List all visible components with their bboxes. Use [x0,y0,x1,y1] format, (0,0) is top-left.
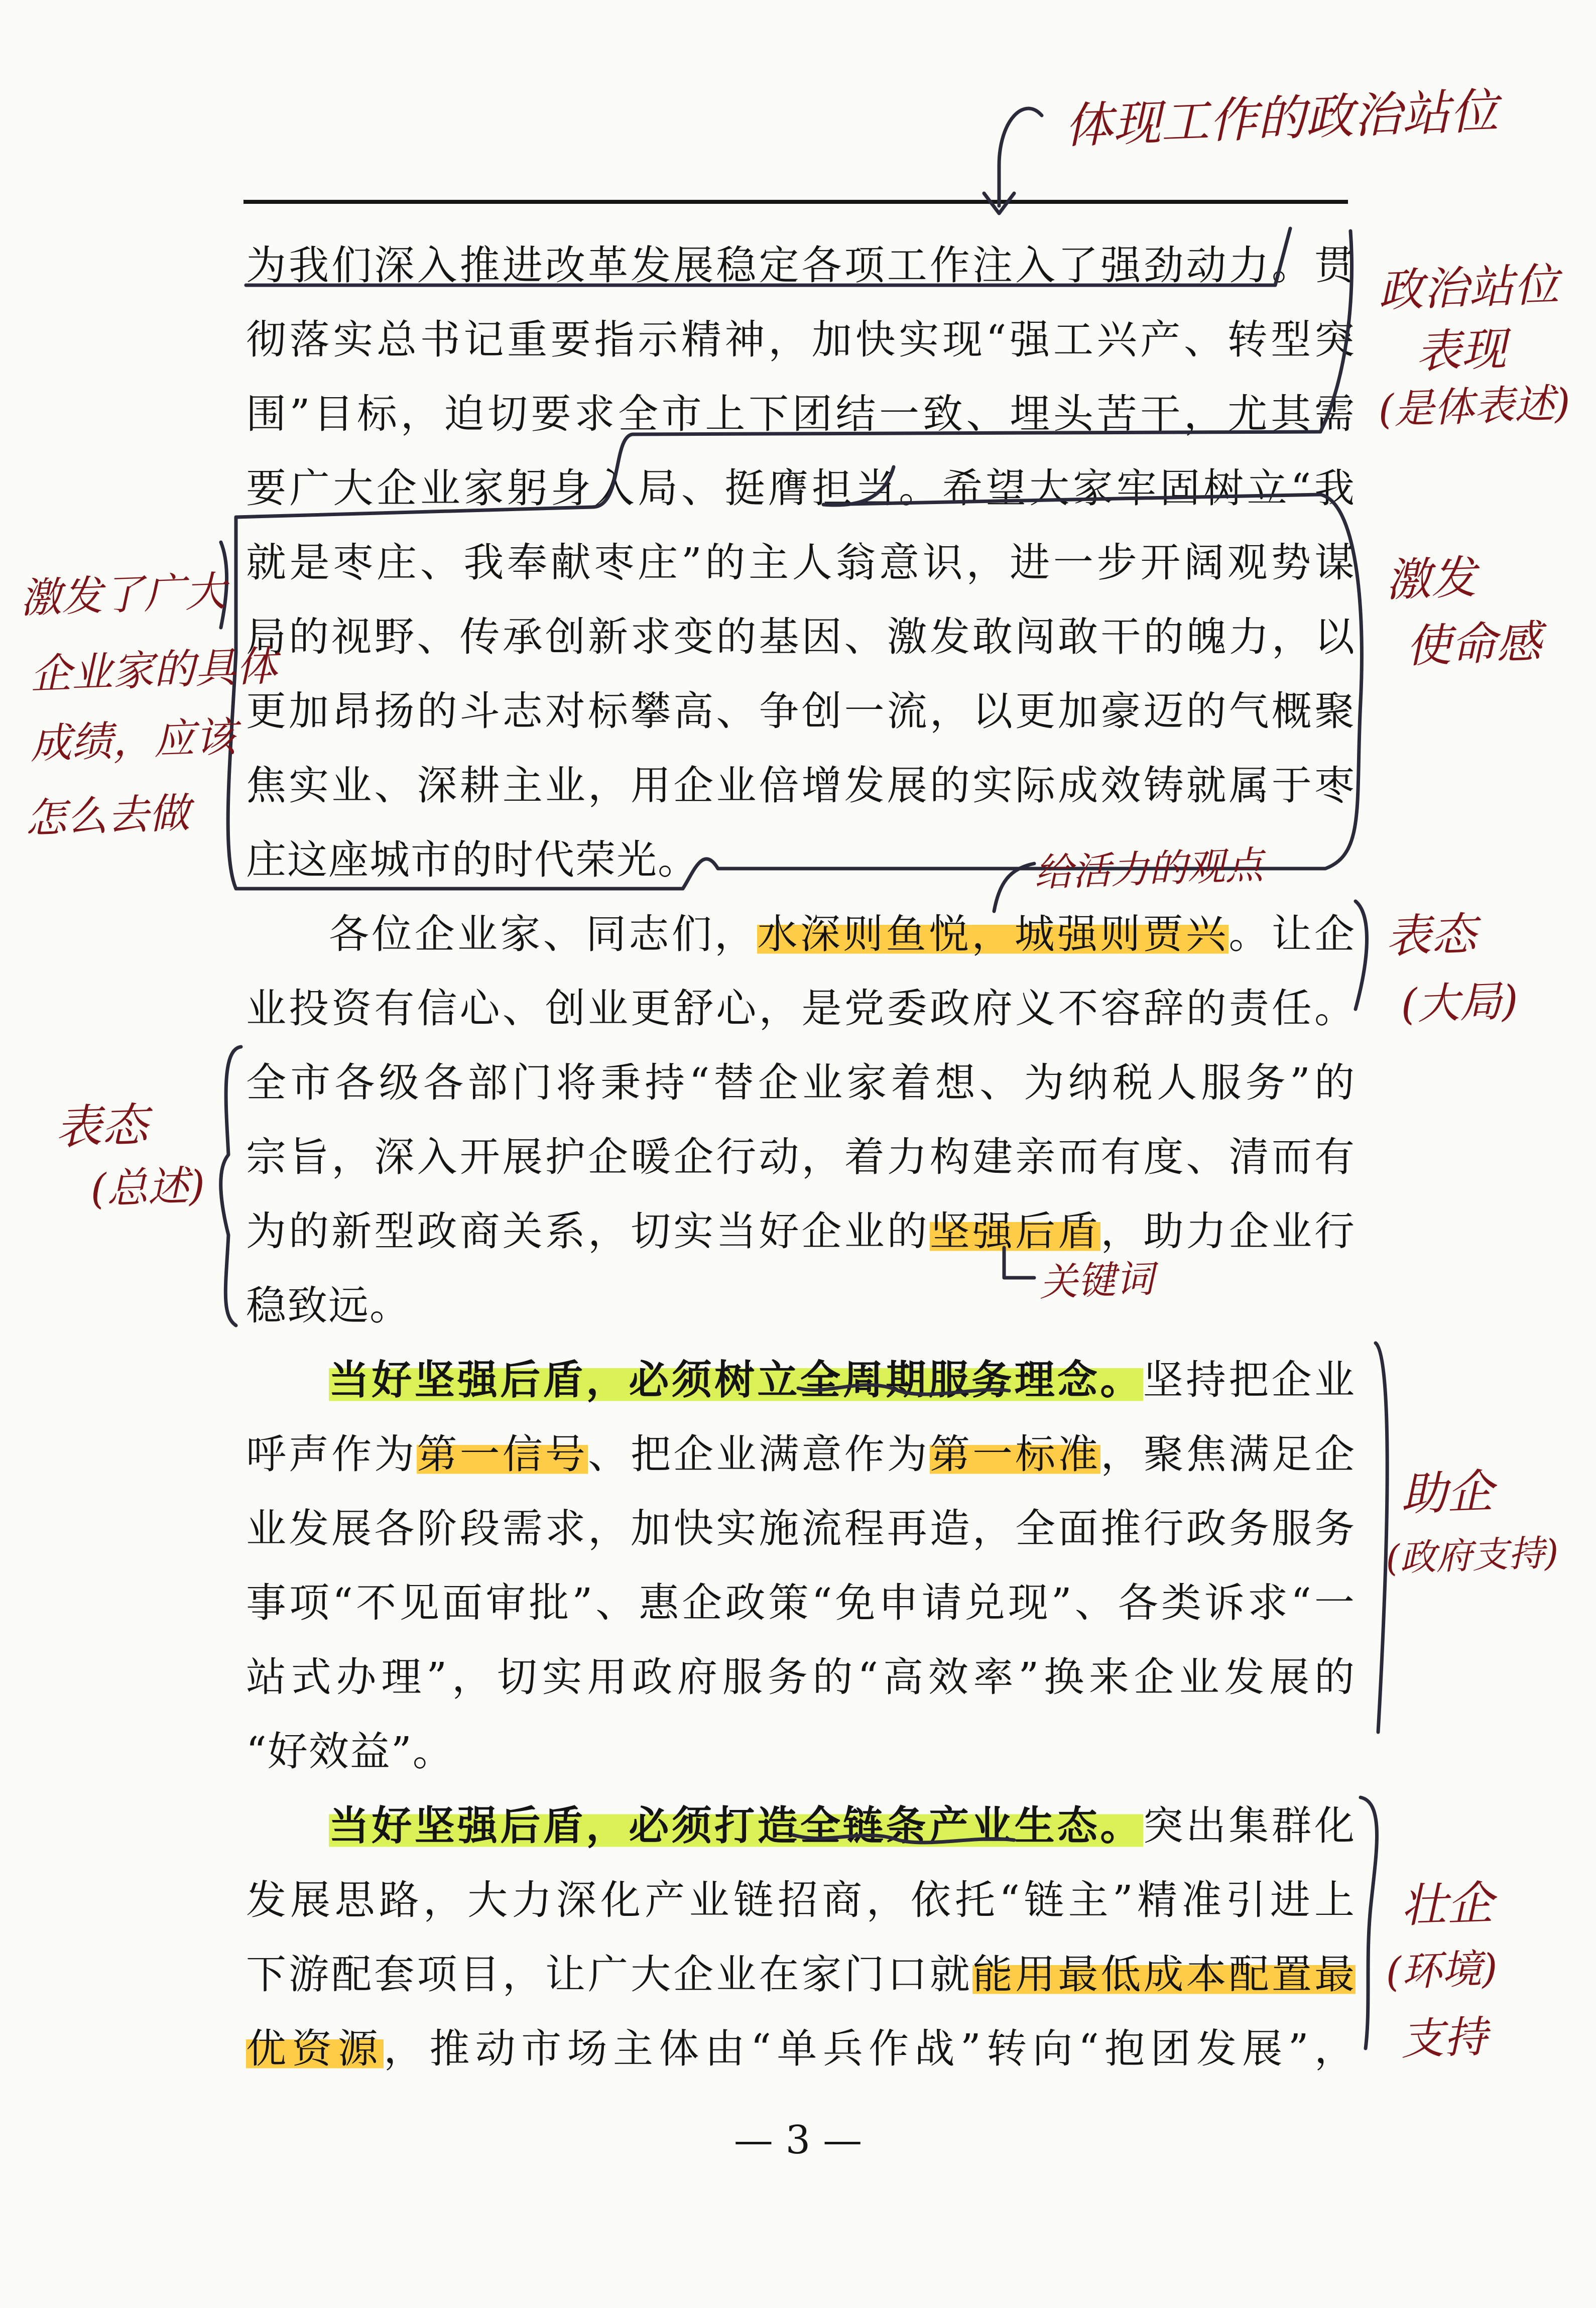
text-span: 各位企业家、同志们， [329,911,758,957]
text-span: 突出集群化 [1143,1802,1356,1849]
annotation-right: 政治站位 [1377,258,1560,318]
annotation-left: 激发了广大 [19,567,227,623]
text-line: 就是枣庄、我奉献枣庄”的主人翁意识，进一步开阔观势谋 [246,539,1356,586]
text-span: ，聚焦满足企 [1100,1431,1356,1478]
text-line [246,2012,1356,2086]
text-line [246,1343,1356,1417]
text-line: 全市各级各部门将秉持“替企业家着想、为纳税人服务”的 [246,1059,1356,1106]
text-line: 焦实业、深耕主业，用企业倍增发展的实际成效铸就属于枣 [246,762,1356,809]
text-span: 、把企业满意作为 [587,1431,930,1478]
highlighted-phrase: 水深则鱼悦，城强则贾兴 [757,911,1229,957]
text-line [246,1789,1356,1863]
highlighted-phrase: 第一标准 [929,1431,1101,1478]
annotation-right: 表现 [1415,322,1508,379]
text-line: 发展思路，大力深化产业链招商，依托“链主”精准引进上 [246,1877,1356,1923]
annotation-right: 表态 [1385,907,1478,964]
annotation-left: (总述) [89,1162,206,1213]
annotation-left: 怎么去做 [24,789,191,843]
text-line: 为我们深入推进改革发展稳定各项工作注入了强劲动力。贯 [246,242,1356,289]
text-line: 庄这座城市的时代荣光。 [246,836,699,883]
text-line: 稳致远。 [246,1282,411,1329]
text-line: 站式办理”，切实用政府服务的“高效率”换来企业发展的 [246,1654,1356,1700]
text-line: “好效益”。 [246,1728,454,1775]
annotation-right: 助企 [1400,1464,1495,1522]
annotation-left: 表态 [54,1098,149,1155]
annotation-right: (是体表述) [1377,380,1571,433]
body-text [246,228,1356,2086]
highlighted-phrase: 优资源 [246,2025,384,2072]
annotation-left: 成绩，应该 [29,713,237,769]
text-line: 事项“不见面审批”、惠企政策“免申请兑现”、各类诉求“一 [246,1580,1356,1626]
text-line: 更加昂扬的斗志对标攀高、争创一流，以更加豪迈的气概聚 [246,688,1356,735]
text-span: ，推动市场主体由“单兵作战”转向“抱团发展”， [384,2025,1356,2072]
text-line: 宗旨，深入开展护企暖企行动，着力构建亲而有度、清而有 [246,1134,1356,1180]
highlighted-phrase: 第一信号 [417,1431,588,1478]
annotation-right: (大局) [1400,976,1519,1030]
annotation-left: 企业家的具体 [29,642,278,699]
text-span: 为的新型政商关系，切实当好企业的 [246,1208,930,1255]
annotation-right: (环境) [1385,1945,1499,1996]
text-line [246,1417,1356,1492]
bracket-stroke [221,1047,241,1325]
bracket-stroke [1361,1797,1377,2048]
text-line: 围”目标，迫切要求全市上下团结一致、埋头苦干，尤其需 [246,391,1356,437]
annotation-right: 壮企 [1400,1876,1495,1933]
text-line [246,1937,1356,2012]
bracket-stroke [1356,901,1367,1009]
text-line [246,897,1356,971]
bold-heading: 当好坚强后盾，必须打造全链条产业生态。 [329,1802,1143,1849]
text-span: 呼声作为 [246,1431,417,1478]
annotation-mid: 给活力的观点 [1033,842,1264,895]
text-line: 要广大企业家躬身入局、挺膺担当。希望大家牢固树立“我 [246,465,1356,512]
text-span: 坚持把企业 [1143,1357,1356,1403]
annotation-right: 使命感 [1405,616,1543,673]
arrow-stroke [999,108,1042,206]
text-span: 。让企 [1229,911,1356,957]
text-line: 业发展各阶段需求，加快实施流程再造，全面推行政务服务 [246,1505,1356,1552]
annotation-right: (政府支持) [1385,1531,1559,1580]
text-line [246,1194,1356,1269]
highlighted-phrase: 坚强后盾 [929,1208,1101,1255]
annotation-top: 体现工作的政治站位 [1063,82,1499,155]
annotation-right: 支持 [1400,2012,1488,2065]
text-line: 彻落实总书记重要指示精神，加快实现“强工兴产、转型突 [246,316,1356,363]
annotation-mid: 关键词 [1038,1256,1155,1305]
header-rule [243,200,1348,204]
page-number: — 3 — [733,2118,863,2163]
highlighted-phrase: 能用最低成本配置最 [972,1951,1356,1998]
bold-heading: 当好坚强后盾，必须树立全周期服务理念。 [329,1357,1143,1403]
text-span: ，助力企业行 [1100,1208,1356,1255]
text-line: 业投资有信心、创业更舒心，是党委政府义不容辞的责任。 [246,985,1356,1032]
text-line: 局的视野、传承创新求变的基因、激发敢闯敢干的魄力，以 [246,614,1356,660]
text-span: 下游配套项目，让广大企业在家门口就 [246,1951,973,1998]
annotation-right: 激发 [1385,551,1478,608]
